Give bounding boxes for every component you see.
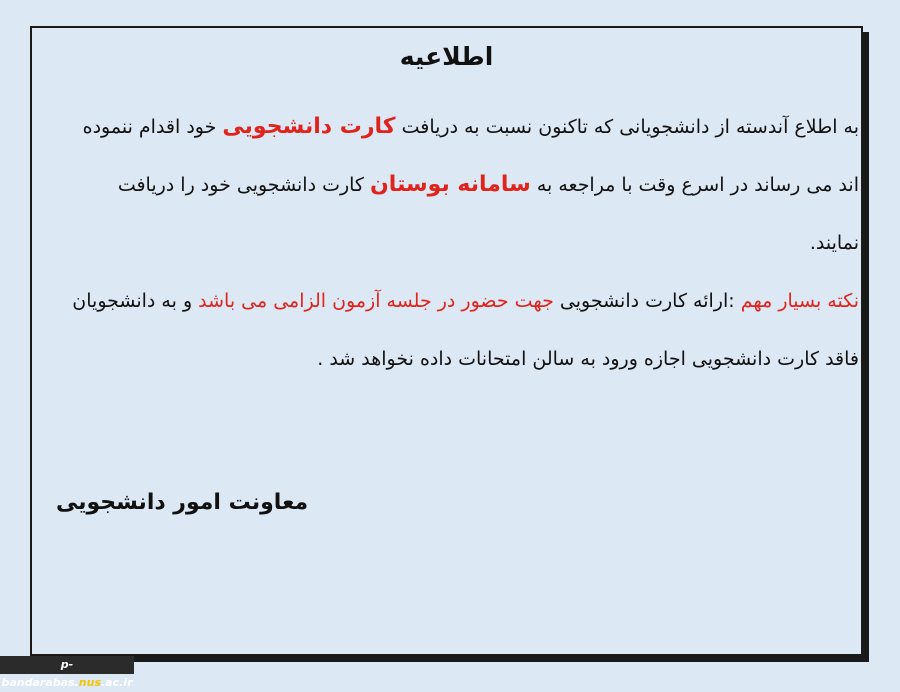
para2-text-1: :ارائه کارت دانشجویی	[553, 290, 741, 312]
student-card-highlight: کارت دانشجویی	[222, 114, 396, 139]
exam-requirement-highlight: جهت حضور در جلسه آزمون الزامی می باشد	[198, 290, 554, 312]
para1-text-2: خود اقدام ننموده اند می رساند در اسرع وقت با مراجعه به	[82, 116, 859, 196]
signature-student-affairs: معاونت امور دانشجویی	[56, 490, 309, 515]
source-watermark	[0, 656, 134, 689]
bustan-system-highlight: سامانه بوستان	[370, 172, 531, 197]
notice-body	[70, 98, 859, 388]
para2-text-2: و به دانشجویان فاقد کارت دانشجویی اجازه ورود به سالن امتحانات داده نخواهد شد .	[72, 290, 859, 370]
source-suffix: .ac.ir	[101, 676, 133, 689]
source-prefix: p-bandarabas.	[1, 658, 79, 689]
paragraph-exam-requirement	[70, 272, 859, 388]
paragraph-card-collection	[70, 98, 859, 272]
notice-box	[30, 26, 863, 656]
important-note-label: نکته بسیار مهم	[740, 290, 859, 312]
source-highlight: nus	[78, 676, 101, 689]
notice-title: اطلاعیه	[399, 42, 494, 71]
para1-text-1: به اطلاع آندسته از دانشجویانی که تاکنون نسبت به دریافت	[395, 116, 859, 138]
para1-text-3: کارت دانشجویی خود را دریافت نمایند.	[117, 174, 859, 254]
